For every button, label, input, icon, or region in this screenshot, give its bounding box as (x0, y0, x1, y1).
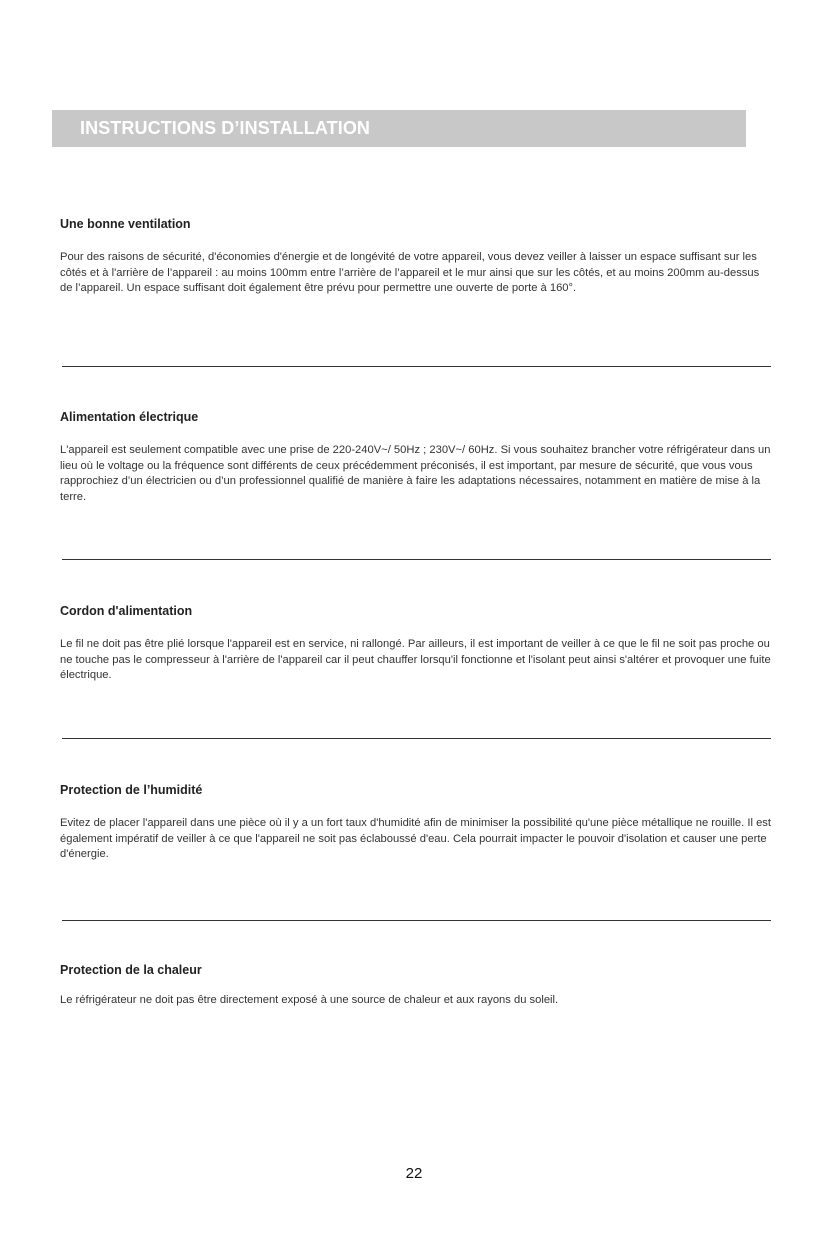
section-body: L'appareil est seulement compatible avec une prise de 220-240V~/ 50Hz ; 230V~/ 60Hz. Si vous souhaitez brancher votre réfrigérateur dans un lieu où le voltage ou la fréquence sont différents de ceux précédemment préconisés, il est important, par mesure de sécurité, que vous vous rapprochiez d’un électricien ou d’un professionnel qualifié de manière à faire les adaptations nécessaires, notamment en matière de mise à la terre. (60, 444, 771, 503)
section-body: Pour des raisons de sécurité, d'économies d'énergie et de longévité de votre appareil, vous devez veiller à laisser un espace suffisant sur les côtés et à l'arrière de l’appareil : au moins 100mm entre l’arrière de l’appareil et le mur ainsi que sur les côtés, et au moins 200mm au-dessus de l’appareil. Un espace suffisant doit également être prévu pour permettre une ouverte de porte à 160°. (60, 251, 760, 294)
page-title: INSTRUCTIONS D’INSTALLATION (80, 118, 371, 138)
section-body: Evitez de placer l'appareil dans une pièce où il y a un fort taux d'humidité afin de minimiser la possibilité qu'une pièce métallique ne rouille. Il est également impératif de veiller à ce que l'appareil ne soit pas éclaboussé d'eau. Cela pourrait impacter le pouvoir d'isolation et causer une perte d'énergie. (60, 817, 771, 860)
section-divider (62, 920, 771, 921)
section-divider (62, 366, 771, 367)
section-divider (62, 559, 771, 560)
section-divider (62, 738, 771, 739)
section-power-cord (60, 604, 772, 681)
section-title: Une bonne ventilation (60, 217, 191, 231)
section-title: Cordon d'alimentation (60, 604, 193, 618)
section-ventilation (60, 217, 772, 294)
section-body: Le réfrigérateur ne doit pas être directement exposé à une source de chaleur et aux rayons du soleil. (60, 994, 559, 1006)
section-title: Protection de l’humidité (60, 783, 203, 797)
section-heat-protection (60, 963, 772, 1006)
page-number: 22 (405, 1165, 423, 1182)
section-title: Protection de la chaleur (60, 963, 202, 977)
section-header-bar (52, 110, 746, 147)
section-humidity-protection (60, 783, 772, 860)
section-body: Le fil ne doit pas être plié lorsque l'appareil est en service, ni rallongé. Par ailleurs, il est important de veiller à ce que le fil ne soit pas proche ou ne touche pas le compresseur à l'arrière de l'appareil car il peut chauffer lorsqu'il fonctionne et l'isolant peut ainsi s'altérer et provoquer une fuite électrique. (60, 638, 771, 681)
section-title: Alimentation électrique (60, 410, 199, 424)
section-electrical-supply (60, 410, 772, 503)
